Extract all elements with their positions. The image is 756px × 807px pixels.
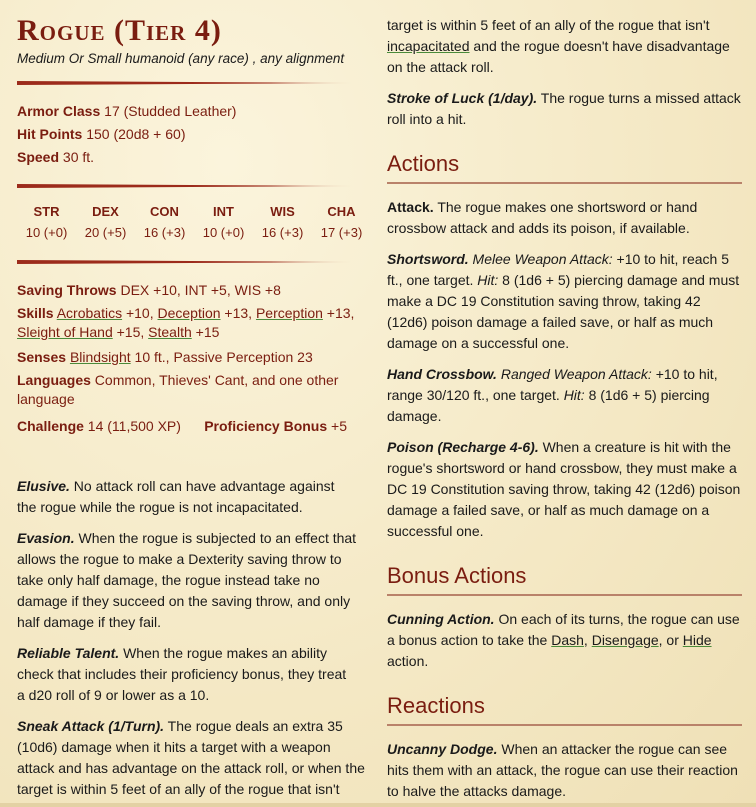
senses: [17, 346, 357, 369]
separator: ,: [583, 632, 592, 648]
action-name: Cunning Action.: [387, 611, 495, 627]
attack-type: Ranged Weapon Attack:: [496, 366, 652, 382]
saving-throws-value: DEX +10, INT +5, WIS +8: [120, 282, 281, 298]
reaction-uncanny-dodge: [387, 739, 742, 802]
armor-class-value: 17 (Studded Leather): [104, 103, 237, 119]
action-text: action.: [387, 653, 429, 669]
action-text: When an attacker the rogue can see hits them with an attack, the rogue can use their reaction to halve the attacks damage.: [387, 741, 738, 799]
ability-cha: [312, 203, 371, 245]
hide-link[interactable]: Hide: [682, 632, 712, 648]
challenge-row: [17, 415, 347, 438]
proficiency-bonus-label: Proficiency Bonus: [204, 418, 328, 434]
trait-sneak-attack-continued: [387, 15, 742, 78]
ability-value: 16 (+3): [261, 225, 304, 240]
trait-text: No attack roll can have advantage against the rogue while the rogue is not incapacitated.: [17, 478, 335, 515]
trait-name: Evasion.: [17, 530, 75, 546]
ability-int: [194, 203, 253, 245]
proficiency-bonus-value: +5: [331, 418, 347, 434]
armor-class: [17, 100, 357, 123]
separator: , or: [658, 632, 683, 648]
skill-bonus: +15,: [112, 324, 149, 340]
trait-text: When the rogue makes an ability check that includes their proficiency bonus, they treat a d20 roll of 9 or lower as a 10.: [17, 645, 347, 703]
ability-dex: [76, 203, 135, 245]
trait-text: and the rogue doesn't have disadvantage on the attack roll.: [387, 38, 730, 75]
skill-link-deception[interactable]: Deception: [157, 305, 221, 321]
ability-name: WIS: [270, 204, 295, 219]
divider: [17, 184, 357, 188]
skill-link-sleight-of-hand[interactable]: Sleight of Hand: [17, 324, 113, 340]
page-bottom-border: [0, 803, 756, 807]
armor-class-label: Armor Class: [17, 103, 101, 119]
reactions-heading: Reactions: [387, 692, 742, 726]
ability-name: STR: [33, 204, 60, 219]
action-name: Uncanny Dodge.: [387, 741, 498, 757]
action-attack: [387, 197, 742, 239]
skill-link-acrobatics[interactable]: Acrobatics: [56, 305, 123, 321]
hit-points-value: 150 (20d8 + 60): [86, 126, 186, 142]
disengage-link[interactable]: Disengage: [591, 632, 659, 648]
ability-str: [17, 203, 76, 245]
skill-link-stealth[interactable]: Stealth: [148, 324, 192, 340]
senses-label: Senses: [17, 349, 67, 365]
divider: [17, 81, 357, 85]
trait-stroke-of-luck: [387, 88, 742, 130]
trait-reliable-talent: [17, 643, 357, 706]
action-hand-crossbow: [387, 364, 742, 427]
bonus-actions-heading: Bonus Actions: [387, 562, 742, 596]
skill-bonus: +13,: [322, 305, 355, 321]
skill-bonus: +10,: [122, 305, 158, 321]
action-name: Hand Crossbow.: [387, 366, 497, 382]
languages-value: Common, Thieves' Cant, and one other language: [17, 372, 339, 407]
blindsight-link[interactable]: Blindsight: [69, 349, 131, 365]
sneak-continuation-lead: target is within 5 feet of an ally of the rogue that isn't: [387, 17, 710, 33]
action-text: 8 (1d6 + 5) piercing damage and must make a DC 19 Constitution saving throw, taking 42 (12d6) poison damage a failed save, or half as much damage on a successful one.: [387, 272, 740, 351]
ability-name: CON: [150, 204, 179, 219]
attack-type: Melee Weapon Attack:: [468, 251, 613, 267]
ability-wis: [253, 203, 312, 245]
speed-label: Speed: [17, 149, 60, 165]
ability-name: CHA: [327, 204, 356, 219]
saving-throws: [17, 279, 357, 302]
action-poison: [387, 437, 742, 542]
skills: [17, 304, 357, 342]
action-name: Attack.: [387, 199, 434, 215]
action-text: On each of its turns, the rogue can use a bonus action to take the: [387, 611, 740, 648]
ability-value: 10 (+0): [25, 225, 68, 240]
action-text: 8 (1d6 + 5) piercing damage.: [387, 387, 710, 424]
trait-elusive: [17, 476, 357, 518]
ability-name: DEX: [92, 204, 119, 219]
action-name: Poison (Recharge 4-6).: [387, 439, 539, 455]
ability-value: 10 (+0): [202, 225, 245, 240]
skill-bonus: +13,: [220, 305, 256, 321]
languages: [17, 371, 357, 409]
ability-value: 20 (+5): [84, 225, 127, 240]
proficiency-bonus: [204, 415, 347, 438]
action-text: The rogue makes one shortsword or hand crossbow attack and adds its poison, if available.: [387, 199, 698, 236]
languages-label: Languages: [17, 372, 91, 388]
challenge-label: Challenge: [17, 418, 84, 434]
hit-label: Hit:: [477, 272, 499, 288]
ability-con: [135, 203, 194, 245]
saving-throws-label: Saving Throws: [17, 282, 117, 298]
trait-name: Reliable Talent.: [17, 645, 120, 661]
actions-heading: Actions: [387, 150, 742, 184]
incapacitated-link[interactable]: incapacitated: [387, 38, 470, 54]
action-name: Shortsword.: [387, 251, 469, 267]
stat-block-right-column: [387, 0, 742, 802]
skill-bonus: +15: [191, 324, 220, 340]
action-text: When a creature is hit with the rogue's shortsword or hand crossbow, they must make a DC 19 Constitution saving throw, taking 42 (12d6) poison damage a failed save, or half as much damage on a successful one.: [387, 439, 741, 539]
ability-value: 17 (+3): [320, 225, 363, 240]
trait-name: Sneak Attack (1/Turn).: [17, 718, 165, 734]
creature-subtitle: Medium Or Small humanoid (any race) , any alignment: [17, 51, 345, 66]
speed: [17, 146, 357, 169]
speed-value: 30 ft.: [62, 149, 95, 165]
challenge: [17, 415, 181, 438]
action-shortsword: [387, 249, 742, 354]
challenge-value: 14 (11,500 XP): [87, 418, 181, 434]
stat-block-left-column: [17, 0, 365, 797]
hit-points: [17, 123, 357, 146]
ability-name: INT: [213, 204, 234, 219]
trait-text: The rogue deals an extra 35 (10d6) damage when it hits a target with a weapon attack and has advantage on the attack roll, or when the target is within 5 feet of an ally of the rogue that isn't: [17, 718, 365, 797]
dash-link[interactable]: Dash: [551, 632, 584, 648]
trait-sneak-attack: [17, 716, 369, 797]
creature-title: Rogue (Tier 4): [17, 14, 222, 47]
skill-link-perception[interactable]: Perception: [255, 305, 323, 321]
trait-text: The rogue turns a missed attack roll into a hit.: [387, 90, 741, 127]
senses-value: 10 ft., Passive Perception 23: [130, 349, 313, 365]
hit-label: Hit:: [563, 387, 585, 403]
skills-label: Skills: [17, 305, 54, 321]
divider: [17, 260, 357, 264]
hit-points-label: Hit Points: [17, 126, 83, 142]
bonus-cunning-action: [387, 609, 742, 672]
trait-name: Stroke of Luck (1/day).: [387, 90, 538, 106]
trait-evasion: [17, 528, 357, 633]
ability-scores: [17, 203, 363, 245]
action-text: +10 to hit, reach 5 ft., one target.: [387, 251, 729, 288]
trait-name: Elusive.: [17, 478, 70, 494]
action-text: +10 to hit, range 30/120 ft., one target.: [387, 366, 718, 403]
ability-value: 16 (+3): [143, 225, 186, 240]
trait-text: When the rogue is subjected to an effect that allows the rogue to make a Dexterity saving throw to take only half damage, the rogue instead take no damage if they succeed on the saving throw, and only half damage if they fail.: [17, 530, 357, 630]
